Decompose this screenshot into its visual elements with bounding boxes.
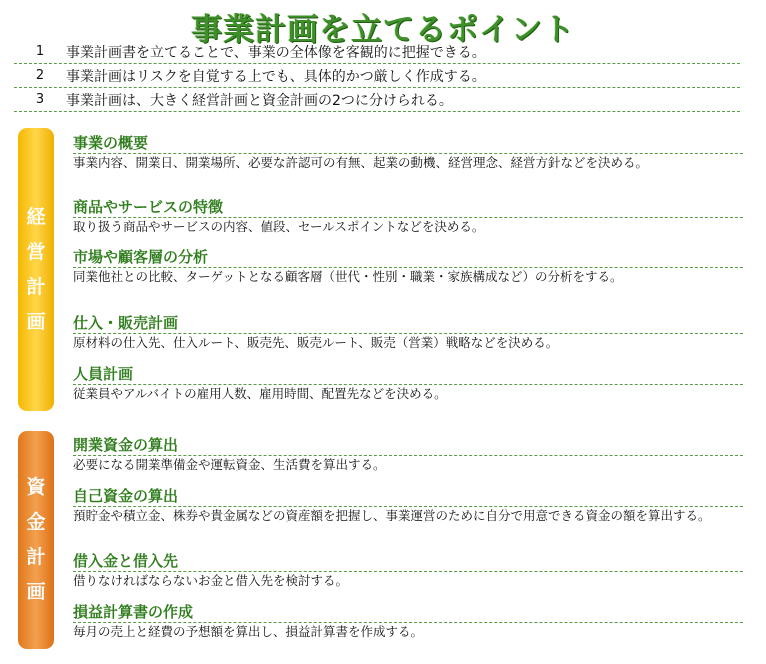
key-point-2 <box>14 64 740 88</box>
funding-plan-label-band <box>18 431 54 649</box>
section-heading: 開業資金の算出 <box>73 435 743 456</box>
section-body: 事業内容、開業日、開業場所、必要な許認可の有無、起業の動機、経営理念、経営方針などを決める。 <box>73 155 649 170</box>
section-heading: 自己資金の算出 <box>73 486 743 507</box>
section-body: 必要になる開業準備金や運転資金、生活費を算出する。 <box>73 457 386 472</box>
section-borrowing <box>73 551 743 588</box>
section-product-features <box>73 197 743 234</box>
point-number: 1 <box>35 44 45 59</box>
section-heading: 市場や顧客層の分析 <box>73 247 743 268</box>
section-body: 原材料の仕入先、仕入ルート、販売先、販売ルート、販売（営業）戦略などを決める。 <box>73 335 559 350</box>
section-purchasing-sales <box>73 313 743 350</box>
band-char: 資 <box>26 476 46 498</box>
band-char: 計 <box>26 275 46 298</box>
band-char: 金 <box>26 511 46 533</box>
band-char: 画 <box>26 310 46 333</box>
section-heading: 仕入・販売計画 <box>73 313 743 334</box>
section-body: 毎月の売上と経費の予想額を算出し、損益計算書を作成する。 <box>73 624 424 639</box>
section-own-funds <box>73 486 743 523</box>
business-plan-label-band <box>18 128 54 411</box>
section-body: 借りなければならないお金と借入先を検討する。 <box>73 573 349 588</box>
section-staffing-plan <box>73 364 743 401</box>
section-business-overview <box>73 133 743 170</box>
page-title: 事業計画を立てるポイント <box>191 12 575 48</box>
section-body: 従業員やアルバイトの雇用人数、雇用時間、配置先などを決める。 <box>73 386 447 401</box>
key-point-1 <box>14 40 740 64</box>
point-text: 事業計画はリスクを自覚する上でも、具体的かつ厳しく作成する。 <box>66 68 486 85</box>
section-heading: 事業の概要 <box>73 133 743 154</box>
section-income-statement <box>73 602 743 639</box>
section-heading: 商品やサービスの特徴 <box>73 197 743 218</box>
band-char: 計 <box>26 546 46 568</box>
section-body: 同業他社との比較、ターゲットとなる顧客層（世代・性別・職業・家族構成など）の分析をする。 <box>73 269 623 284</box>
point-number: 2 <box>35 68 45 83</box>
band-char: 営 <box>26 240 46 263</box>
section-body: 取り扱う商品やサービスの内容、値段、セールスポイントなどを決める。 <box>73 219 485 234</box>
section-heading: 借入金と借入先 <box>73 551 743 572</box>
section-heading: 人員計画 <box>73 364 743 385</box>
point-text: 事業計画書を立てることで、事業の全体像を客観的に把握できる。 <box>66 44 486 61</box>
section-heading: 損益計算書の作成 <box>73 602 743 623</box>
key-point-3 <box>14 88 740 112</box>
band-char: 経 <box>26 205 46 228</box>
point-number: 3 <box>35 92 45 107</box>
key-points-list <box>14 40 740 112</box>
section-market-analysis <box>73 247 743 284</box>
point-text: 事業計画は、大きく経営計画と資金計画の2つに分けられる。 <box>66 92 453 109</box>
section-body: 預貯金や積立金、株券や貴金属などの資産額を把握し、事業運営のために自分で用意できる資金の額を算出する。 <box>73 508 711 523</box>
section-startup-funds <box>73 435 743 472</box>
band-char: 画 <box>26 581 46 603</box>
